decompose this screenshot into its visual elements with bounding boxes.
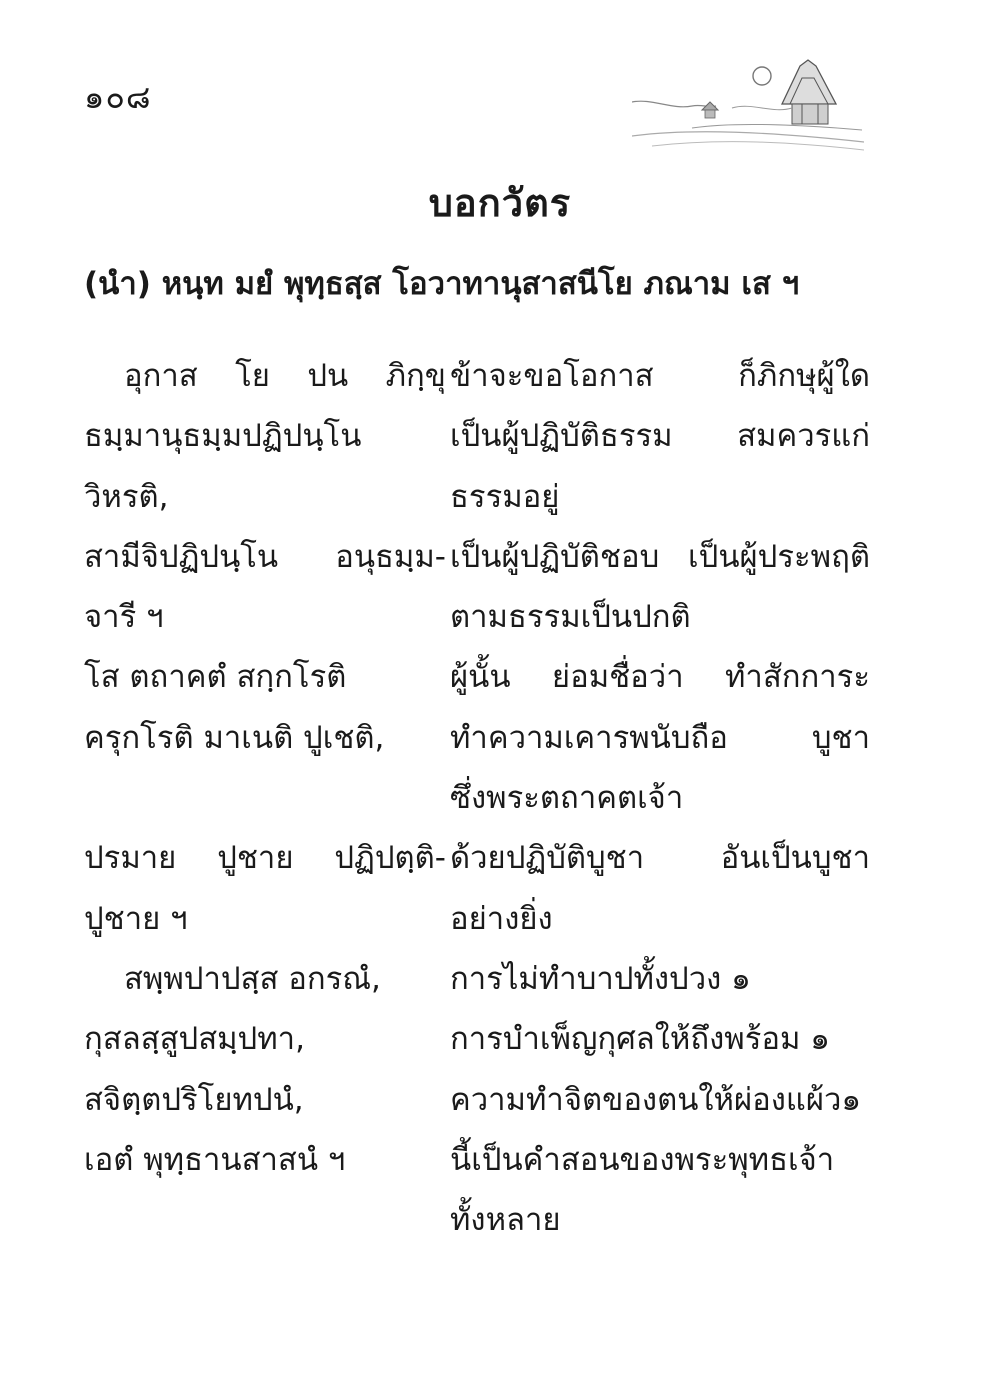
verse-row	[84, 410, 874, 470]
thai-translation: การไม่ทำบาปทั้งปวง ๑	[450, 960, 751, 997]
pali-text: กุสลสฺสูปสมฺปทา,	[84, 1021, 305, 1058]
thai-translation: เป็นผู้ปฏิบัติธรรม สมควรแก่	[450, 418, 870, 455]
verse-row	[84, 712, 874, 772]
chant-lead-line: (นำ) หนฺท มยํ พุทฺธสฺส โอวาทานุสาสนีโย ภณาม เส ฯ	[84, 266, 800, 302]
thai-translation: อย่างยิ่ง	[450, 900, 553, 937]
thai-translation: ธรรมอยู่	[450, 478, 560, 515]
temple-landscape-illustration	[632, 58, 864, 158]
verse-row	[84, 1134, 874, 1194]
page-number: ๑๐๘	[84, 78, 152, 116]
pali-text: ครุกโรติ มาเนติ ปูเชติ,	[84, 719, 385, 756]
pali-text: ปูชาย ฯ	[84, 900, 188, 937]
pali-text: สพฺพปาปสฺส อกรณํ,	[124, 960, 381, 997]
pali-text: ธมฺมานุธมฺมปฏิปนฺโน	[84, 418, 362, 455]
pali-text: สจิตฺตปริโยทปนํ,	[84, 1081, 304, 1118]
verse-row	[84, 832, 874, 892]
verse-row	[84, 350, 874, 410]
pali-text: โส ตถาคตํ สกฺกโรติ	[84, 659, 347, 696]
verse-row	[84, 953, 874, 1013]
verse-row	[84, 651, 874, 711]
thai-translation: ความทำจิตของตนให้ผ่องแผ้ว๑	[450, 1081, 862, 1118]
verse-row	[84, 772, 874, 832]
verse-row	[84, 893, 874, 953]
verse-row	[84, 1074, 874, 1134]
pali-text: สามีจิปฏิปนฺโน อนุธมฺม-	[84, 538, 446, 575]
thai-translation: นี้เป็นคำสอนของพระพุทธเจ้า	[450, 1141, 835, 1178]
verse-row	[84, 471, 874, 531]
page-title: บอกวัตร	[428, 181, 572, 225]
pali-text: วิหรติ,	[84, 478, 169, 515]
thai-translation: เป็นผู้ปฏิบัติชอบ เป็นผู้ประพฤติ	[450, 538, 870, 575]
thai-translation: ผู้นั้น ย่อมชื่อว่า ทำสักการะ	[450, 659, 870, 696]
pali-text: อุกาส โย ปน ภิกฺขุ	[124, 358, 446, 394]
verse-table	[84, 350, 874, 1254]
verse-row	[84, 1194, 874, 1254]
pali-text: เอตํ พุทฺธานสาสนํ ฯ	[84, 1141, 346, 1178]
thai-translation: ข้าจะขอโอกาส ก็ภิกษุผู้ใด	[450, 358, 870, 394]
thai-translation: ทั้งหลาย	[450, 1202, 561, 1239]
verse-row	[84, 591, 874, 651]
thai-translation: ซึ่งพระตถาคตเจ้า	[450, 780, 684, 817]
verse-row	[84, 531, 874, 591]
pali-text: จารี ฯ	[84, 599, 164, 636]
thai-translation: การบำเพ็ญกุศลให้ถึงพร้อม ๑	[450, 1021, 830, 1058]
verse-row	[84, 1013, 874, 1073]
thai-translation: ตามธรรมเป็นปกติ	[450, 599, 691, 636]
thai-translation: ทำความเคารพนับถือ บูชา	[450, 719, 870, 756]
thai-translation: ด้วยปฏิบัติบูชา อันเป็นบูชา	[450, 840, 870, 877]
pali-text: ปรมาย ปูชาย ปฏิปตฺติ-	[84, 840, 446, 877]
